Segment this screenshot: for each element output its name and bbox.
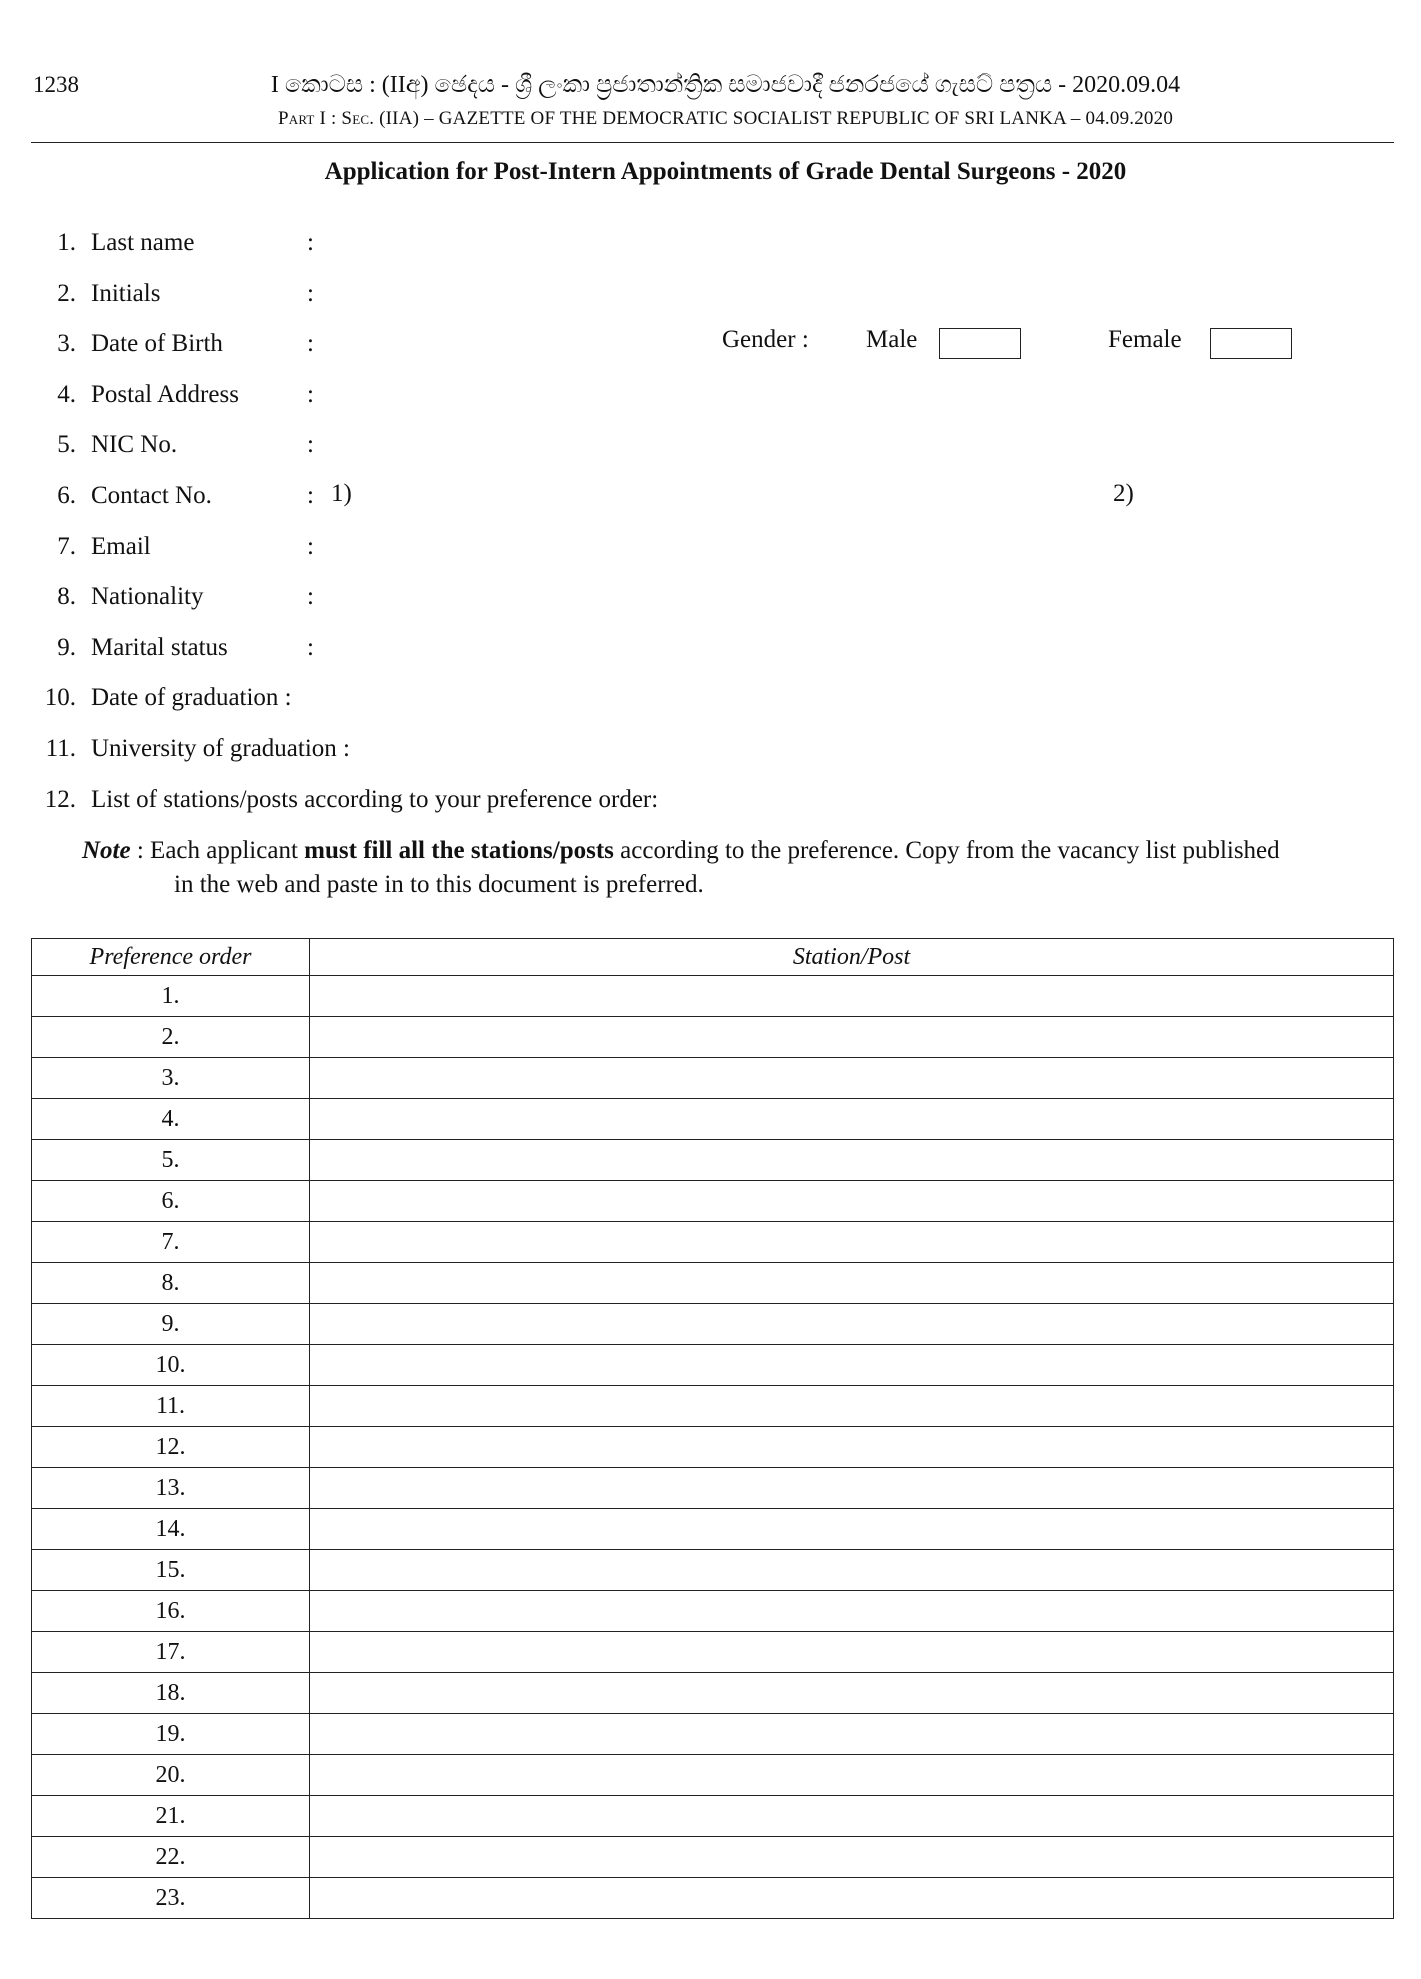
station-post-cell[interactable]: [310, 1181, 1394, 1222]
field-number: 12.: [44, 785, 76, 813]
preference-table: [31, 938, 1394, 1919]
preference-number-cell: 18.: [32, 1673, 310, 1714]
field-colon: :: [307, 279, 314, 307]
station-post-cell[interactable]: [310, 1878, 1394, 1919]
station-post-cell[interactable]: [310, 1550, 1394, 1591]
field-label: Postal Address: [91, 380, 239, 408]
preference-number-cell: 13.: [32, 1468, 310, 1509]
station-post-cell[interactable]: [310, 1673, 1394, 1714]
table-row: [32, 1058, 1394, 1099]
table-row: [32, 1263, 1394, 1304]
note-lead: Note: [82, 837, 131, 864]
field-colon: :: [307, 583, 314, 611]
station-post-cell[interactable]: [310, 1714, 1394, 1755]
station-post-cell[interactable]: [310, 1140, 1394, 1181]
field-number: 6.: [57, 482, 76, 509]
table-row: [32, 1550, 1394, 1591]
preference-number-cell: 10.: [32, 1345, 310, 1386]
preference-number-cell: 6.: [32, 1181, 310, 1222]
table-row: [32, 1796, 1394, 1837]
station-post-cell[interactable]: [310, 1468, 1394, 1509]
gender-female-label: Female: [1108, 326, 1182, 353]
note-sep: : Each applicant: [130, 837, 305, 864]
field-colon: :: [307, 482, 314, 509]
gender-male-checkbox[interactable]: [939, 328, 1021, 359]
gazette-header-english: [0, 108, 1421, 130]
station-post-cell[interactable]: [310, 1099, 1394, 1140]
table-row: [32, 1755, 1394, 1796]
field-colon: :: [307, 330, 314, 358]
field-number: 7.: [57, 532, 76, 560]
table-row: [32, 1386, 1394, 1427]
station-post-cell[interactable]: [310, 1632, 1394, 1673]
field-label: Nationality: [91, 583, 204, 611]
preference-number-cell: 19.: [32, 1714, 310, 1755]
station-post-cell[interactable]: [310, 1755, 1394, 1796]
preference-number-cell: 2.: [32, 1017, 310, 1058]
field-number: 1.: [57, 229, 76, 256]
field-label: Contact No.: [91, 482, 212, 509]
field-label: Email: [91, 532, 151, 560]
field-colon: :: [307, 229, 314, 256]
preference-number-cell: 3.: [32, 1058, 310, 1099]
note-bold: must fill all the stations/posts: [304, 837, 614, 864]
table-row: [32, 1714, 1394, 1755]
preference-number-cell: 23.: [32, 1878, 310, 1919]
table-row: [32, 1140, 1394, 1181]
preference-number-cell: 5.: [32, 1140, 310, 1181]
field-number: 9.: [57, 633, 76, 661]
station-post-cell[interactable]: [310, 1304, 1394, 1345]
preference-number-cell: 16.: [32, 1591, 310, 1632]
table-row: [32, 1222, 1394, 1263]
gazette-header-sinhala: I කොටස : (IIඅ) ඡෙදය - ශ්‍රී ලංකා ප්‍රජාතාන්ත්‍රික සමාජවාදී ජනරජයේ ගැසට් පත්‍රය - 2020.09.04: [270, 72, 1181, 98]
table-row: [32, 1468, 1394, 1509]
field-label: List of stations/posts according to your preference order:: [91, 785, 659, 813]
table-row: [32, 1017, 1394, 1058]
preference-number-cell: 9.: [32, 1304, 310, 1345]
preference-number-cell: 20.: [32, 1755, 310, 1796]
station-post-cell[interactable]: [310, 1263, 1394, 1304]
preference-number-cell: 21.: [32, 1796, 310, 1837]
station-post-cell[interactable]: [310, 1345, 1394, 1386]
field-number: 10.: [44, 684, 76, 712]
table-row: [32, 1304, 1394, 1345]
table-row: [32, 1181, 1394, 1222]
field-number: 2.: [57, 279, 76, 307]
contact-first-label: 1): [331, 480, 352, 507]
field-colon: :: [307, 380, 314, 408]
header-gazette-title: (IIA) – GAZETTE OF THE DEMOCRATIC SOCIALIST REPUBLIC OF SRI LANKA – 04.09.2020: [379, 108, 1174, 129]
station-post-cell[interactable]: [310, 1796, 1394, 1837]
field-number: 3.: [57, 330, 76, 358]
preference-number-cell: 8.: [32, 1263, 310, 1304]
field-label: Marital status: [91, 633, 228, 661]
gender-male-label: Male: [866, 326, 918, 353]
field-label: Initials: [91, 279, 161, 307]
header-station-post: Station/Post: [310, 939, 1394, 976]
field-label: Date of graduation :: [91, 684, 292, 712]
table-row: [32, 1345, 1394, 1386]
station-post-cell[interactable]: [310, 1386, 1394, 1427]
field-colon: :: [307, 532, 314, 560]
station-post-cell[interactable]: [310, 1509, 1394, 1550]
note-continuation: in the web and paste in to this document is preferred.: [174, 871, 704, 898]
table-row: [32, 976, 1394, 1017]
preference-number-cell: 11.: [32, 1386, 310, 1427]
table-row: [32, 1591, 1394, 1632]
station-post-cell[interactable]: [310, 1837, 1394, 1878]
field-colon: :: [307, 431, 314, 459]
station-post-cell[interactable]: [310, 1222, 1394, 1263]
header-divider: [31, 142, 1394, 143]
field-number: 5.: [57, 431, 76, 459]
preference-number-cell: 22.: [32, 1837, 310, 1878]
field-number: 8.: [57, 583, 76, 611]
field-label: NIC No.: [91, 431, 178, 459]
preference-number-cell: 15.: [32, 1550, 310, 1591]
field-number: 11.: [45, 735, 76, 762]
preference-number-cell: 17.: [32, 1632, 310, 1673]
gender-female-checkbox[interactable]: [1210, 328, 1292, 359]
station-post-cell[interactable]: [310, 976, 1394, 1017]
field-label: University of graduation :: [91, 735, 350, 762]
table-row: [32, 1673, 1394, 1714]
table-row: [32, 1837, 1394, 1878]
preference-table-body: [32, 976, 1394, 1919]
page-number: 1238: [33, 72, 79, 97]
station-post-cell[interactable]: [310, 1058, 1394, 1099]
field-label: Date of Birth: [91, 330, 223, 358]
note-paragraph: [82, 834, 1402, 902]
field-label: Last name: [91, 229, 195, 256]
form-title: Application for Post-Intern Appointments of Grade Dental Surgeons - 2020: [324, 158, 1127, 185]
preference-number-cell: 12.: [32, 1427, 310, 1468]
note-rest: according to the preference. Copy from the vacancy list published: [613, 837, 1280, 864]
header-preference-order: Preference order: [32, 939, 310, 976]
contact-second-label: 2): [1113, 480, 1134, 507]
station-post-cell[interactable]: [310, 1017, 1394, 1058]
station-post-cell[interactable]: [310, 1427, 1394, 1468]
station-post-cell[interactable]: [310, 1591, 1394, 1632]
field-colon: :: [307, 633, 314, 661]
field-number: 4.: [57, 380, 76, 408]
table-row: [32, 1632, 1394, 1673]
table-header-row: [32, 939, 1394, 976]
preference-number-cell: 1.: [32, 976, 310, 1017]
table-row: [32, 1427, 1394, 1468]
table-row: [32, 1509, 1394, 1550]
table-row: [32, 1878, 1394, 1919]
header-part-sec: Part I : Sec.: [277, 108, 375, 129]
gender-label: Gender :: [722, 326, 809, 353]
table-row: [32, 1099, 1394, 1140]
preference-number-cell: 7.: [32, 1222, 310, 1263]
preference-number-cell: 4.: [32, 1099, 310, 1140]
preference-number-cell: 14.: [32, 1509, 310, 1550]
